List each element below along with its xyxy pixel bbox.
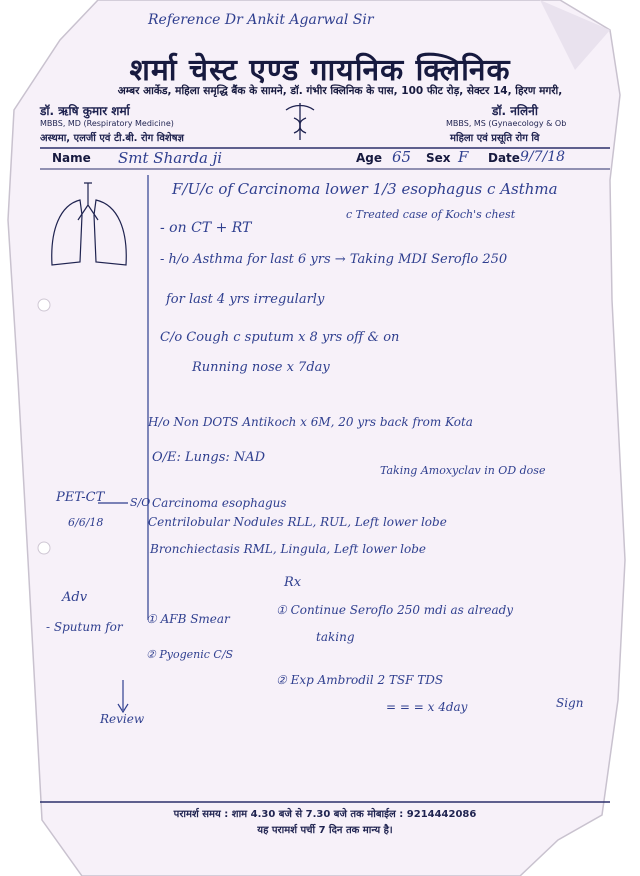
pet-ct-finding-3: Bronchiectasis RML, Lingula, Left lower lobe [150, 542, 427, 556]
note-line-3: - h/o Asthma for last 6 yrs → Taking MDI Seroflo 250 [160, 252, 508, 267]
rx-item-2: ② Exp Ambrodil 2 TSF TDS [276, 673, 444, 687]
note-line-9: Taking Amoxyclav in OD dose [380, 464, 546, 477]
clinic-name: शर्मा चेस्ट एण्ड गायनिक क्लिनिक [129, 53, 511, 88]
rx-symbol: Rx [284, 575, 302, 590]
note-line-6: Running nose x 7day [192, 360, 330, 375]
doctor-signature: Sign [556, 696, 584, 710]
sex-label: Sex [426, 151, 451, 165]
note-line-5: C/o Cough c sputum x 8 yrs off & on [160, 330, 400, 345]
note-line-4: for last 4 yrs irregularly [166, 292, 325, 307]
name-label: Name [52, 151, 91, 165]
rx-item-1b: taking [316, 630, 355, 644]
clinic-address: अम्बर आर्केड, महिला समृद्धि बैंक के सामने, डॉ. गंभीर क्लिनिक के पास, 100 फीट रोड़, सेक्टर 14, हिरण मगरी, [117, 85, 563, 97]
doctor-left-degree: MBBS, MD (Respiratory Medicine) [40, 119, 174, 128]
date-value: 9/7/18 [520, 149, 566, 165]
footer-timing: परामर्श समय : शाम 4.30 बजे से 7.30 बजे तक मोबाईल : 9214442086 [173, 809, 477, 820]
pet-ct-label: PET-CT [56, 490, 105, 505]
pet-ct-finding-2: Centrilobular Nodules RLL, RUL, Left lower lobe [148, 515, 447, 529]
pet-ct-so: S/O [130, 496, 151, 509]
reference-note: Reference Dr Ankit Agarwal Sir [148, 12, 374, 28]
advice-item-3: ② Pyogenic C/S [146, 648, 234, 661]
footer-validity: यह परामर्श पर्ची 7 दिन तक मान्य है। [257, 825, 393, 836]
age-value: 65 [392, 148, 412, 166]
name-value: Smt Sharda ji [118, 149, 223, 167]
advice-review: Review [100, 712, 145, 726]
age-label: Age [356, 151, 383, 165]
note-line-7: H/o Non DOTS Antikoch x 6M, 20 yrs back from Kota [148, 415, 473, 429]
note-line-1: F/U/c of Carcinoma lower 1/3 esophagus c Asthma [172, 180, 558, 198]
note-line-1b: c Treated case of Koch's chest [346, 208, 516, 221]
advice-label: Adv [62, 590, 88, 605]
date-label: Date [488, 151, 520, 165]
note-line-2: - on CT + RT [160, 220, 252, 236]
pet-ct-date: 6/6/18 [68, 516, 104, 529]
advice-item-1: - Sputum for [46, 620, 123, 634]
doctor-right-specialty: महिला एवं प्रसूति रोग वि [450, 133, 540, 144]
sex-value: F [458, 148, 469, 166]
doctor-right-degree: MBBS, MS (Gynaecology & Ob [446, 119, 567, 128]
doctor-right-name: डॉ. नलिनी [492, 104, 538, 118]
rx-item-2b: = = = x 4day [386, 700, 468, 714]
rx-item-1: ① Continue Seroflo 250 mdi as already [276, 603, 514, 617]
doctor-left-name: डॉ. ऋषि कुमार शर्मा [40, 104, 130, 118]
advice-item-2: ① AFB Smear [146, 612, 230, 626]
note-line-8: O/E: Lungs: NAD [152, 450, 266, 465]
doctor-left-specialty: अस्थमा, एलर्जी एवं टी.बी. रोग विशेषज्ञ [40, 133, 184, 144]
pet-ct-finding-1: Carcinoma esophagus [152, 496, 287, 510]
